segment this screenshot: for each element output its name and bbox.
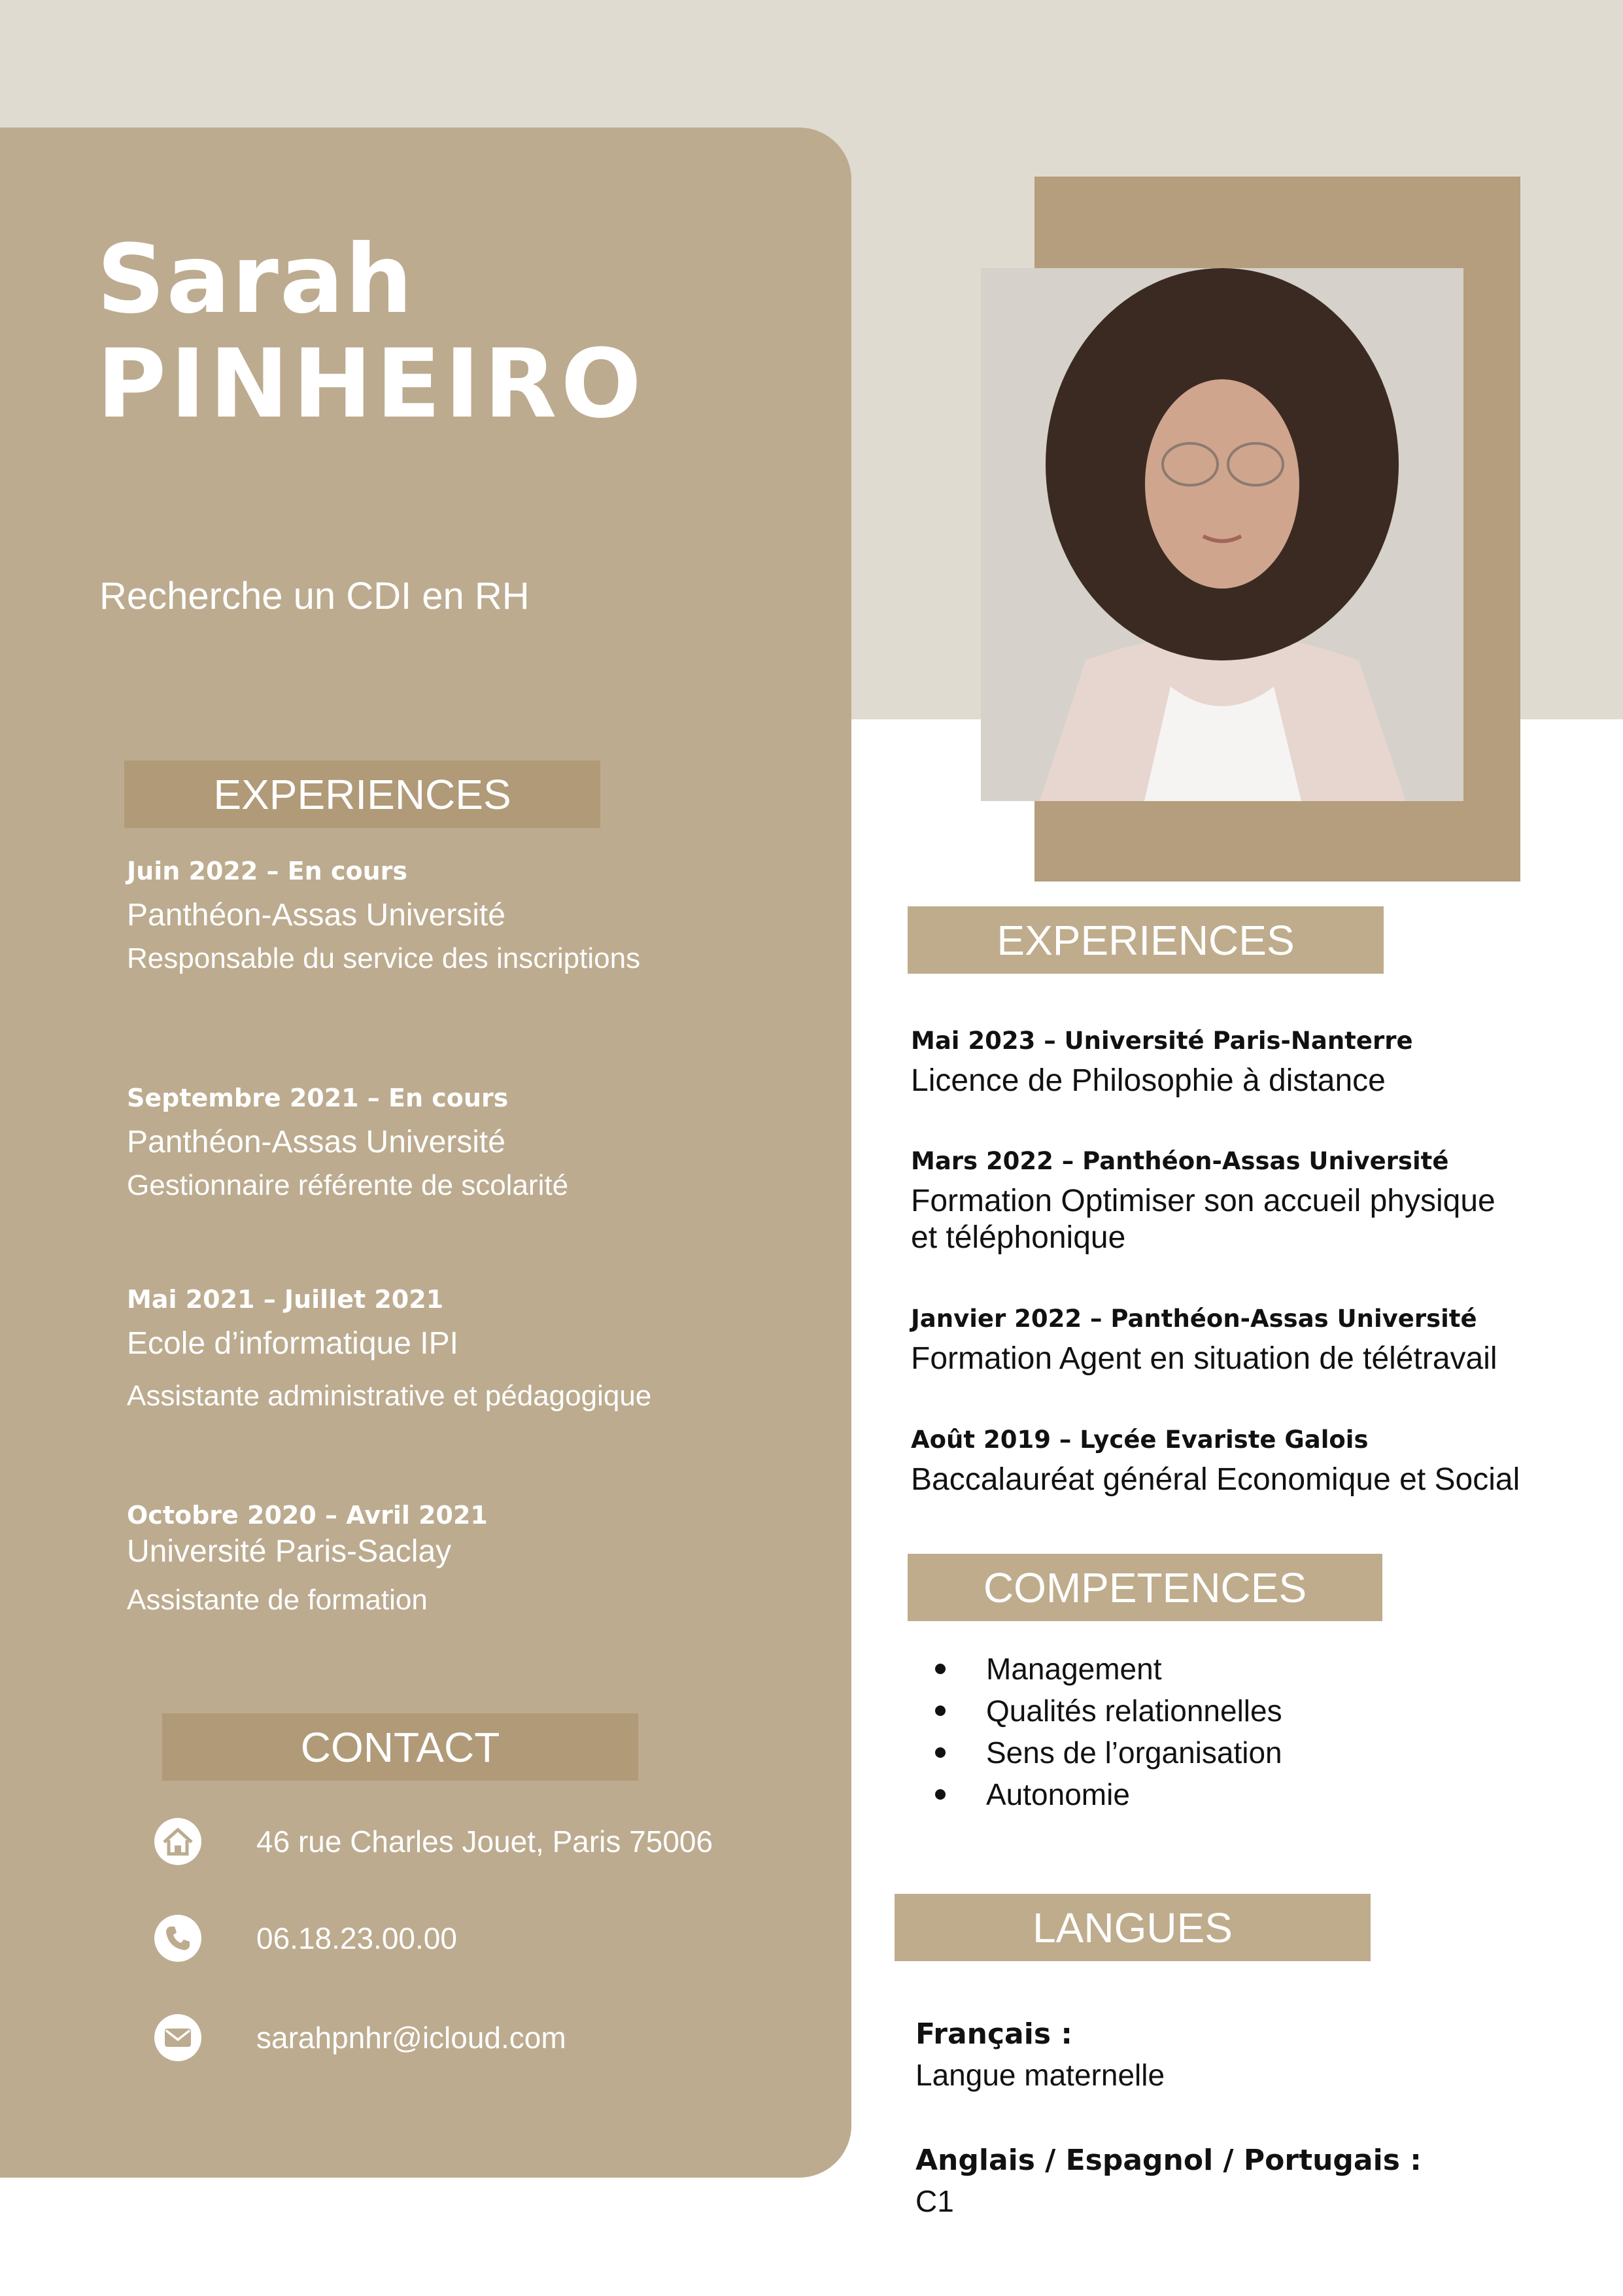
experience-role: Gestionnaire référente de scolarité [127,1169,569,1201]
job-search-tagline: Recherche un CDI en RH [99,575,530,617]
competences-header: COMPETENCES [908,1554,1382,1621]
language-level: Langue maternelle [915,2058,1165,2092]
experience-role: Assistante administrative et pédagogique [127,1380,652,1412]
list-item [935,1690,1282,1732]
first-name: Sarah [97,224,414,335]
skill-label: Management [986,1652,1162,1686]
skill-label: Autonomie [986,1777,1130,1811]
last-name: PINHEIRO [97,329,645,439]
experience-organization: Panthéon-Assas Université [127,1125,505,1159]
experience-date: Octobre 2020 – Avril 2021 [127,1501,488,1530]
bullet-icon [935,1664,946,1674]
experiences-header-right: EXPERIENCES [908,906,1384,974]
experiences-header-left: EXPERIENCES [124,761,600,828]
bullet-icon [935,1747,946,1758]
skill-label: Qualités relationnelles [986,1694,1282,1728]
experience-role: Responsable du service des inscriptions [127,942,641,974]
experience-role: Assistante de formation [127,1584,428,1616]
education-item [911,1027,1532,1099]
language-name: Anglais / Espagnol / Portugais : [915,2144,1422,2177]
skill-label: Sens de l’organisation [986,1736,1282,1770]
education-title: Baccalauréat général Economique et Social [911,1462,1520,1497]
experience-date: Septembre 2021 – En cours [127,1084,509,1112]
language-item [915,2144,1422,2219]
list-item [935,1773,1282,1815]
education-title: Formation Optimiser son accueil physique et téléphonique [911,1184,1495,1255]
experience-date: Mai 2021 – Juillet 2021 [127,1285,444,1314]
experience-item [127,857,640,975]
education-date: Mars 2022 – Panthéon-Assas Université [911,1147,1449,1175]
experience-organization: Panthéon-Assas Université [127,898,505,933]
language-name: Français : [915,2017,1072,2051]
education-date: Mai 2023 – Université Paris-Nanterre [911,1027,1413,1055]
contact-email [154,2014,566,2061]
contact-phone [154,1915,457,1962]
experience-organization: Ecole d’informatique IPI [127,1326,458,1361]
education-item [911,1426,1532,1498]
list-item [935,1648,1282,1690]
langues-header: LANGUES [895,1894,1371,1961]
contact-header: CONTACT [162,1713,638,1781]
education-item [911,1147,1526,1256]
bullet-icon [935,1789,946,1800]
experience-item [127,1084,568,1202]
mail-icon [154,2014,201,2061]
experience-item [127,1285,651,1413]
education-date: Août 2019 – Lycée Evariste Galois [911,1426,1369,1454]
email-text: sarahpnhr@icloud.com [256,2021,566,2055]
phone-text: 06.18.23.00.00 [256,1921,457,1955]
home-icon [154,1818,201,1865]
language-item [915,2017,1165,2093]
education-date: Janvier 2022 – Panthéon-Assas Université [911,1305,1477,1333]
experience-date: Juin 2022 – En cours [127,857,408,885]
skills-list [935,1648,1282,1815]
language-level: C1 [915,2184,954,2218]
experience-organization: Université Paris-Saclay [127,1534,452,1569]
education-title: Formation Agent en situation de télétravail [911,1341,1497,1376]
profile-photo [981,268,1463,801]
address-text: 46 rue Charles Jouet, Paris 75006 [256,1825,713,1859]
phone-icon [154,1915,201,1962]
experience-item [127,1501,488,1617]
education-title: Licence de Philosophie à distance [911,1063,1386,1098]
education-item [911,1305,1532,1377]
contact-address [154,1818,713,1865]
bullet-icon [935,1705,946,1716]
list-item [935,1732,1282,1773]
